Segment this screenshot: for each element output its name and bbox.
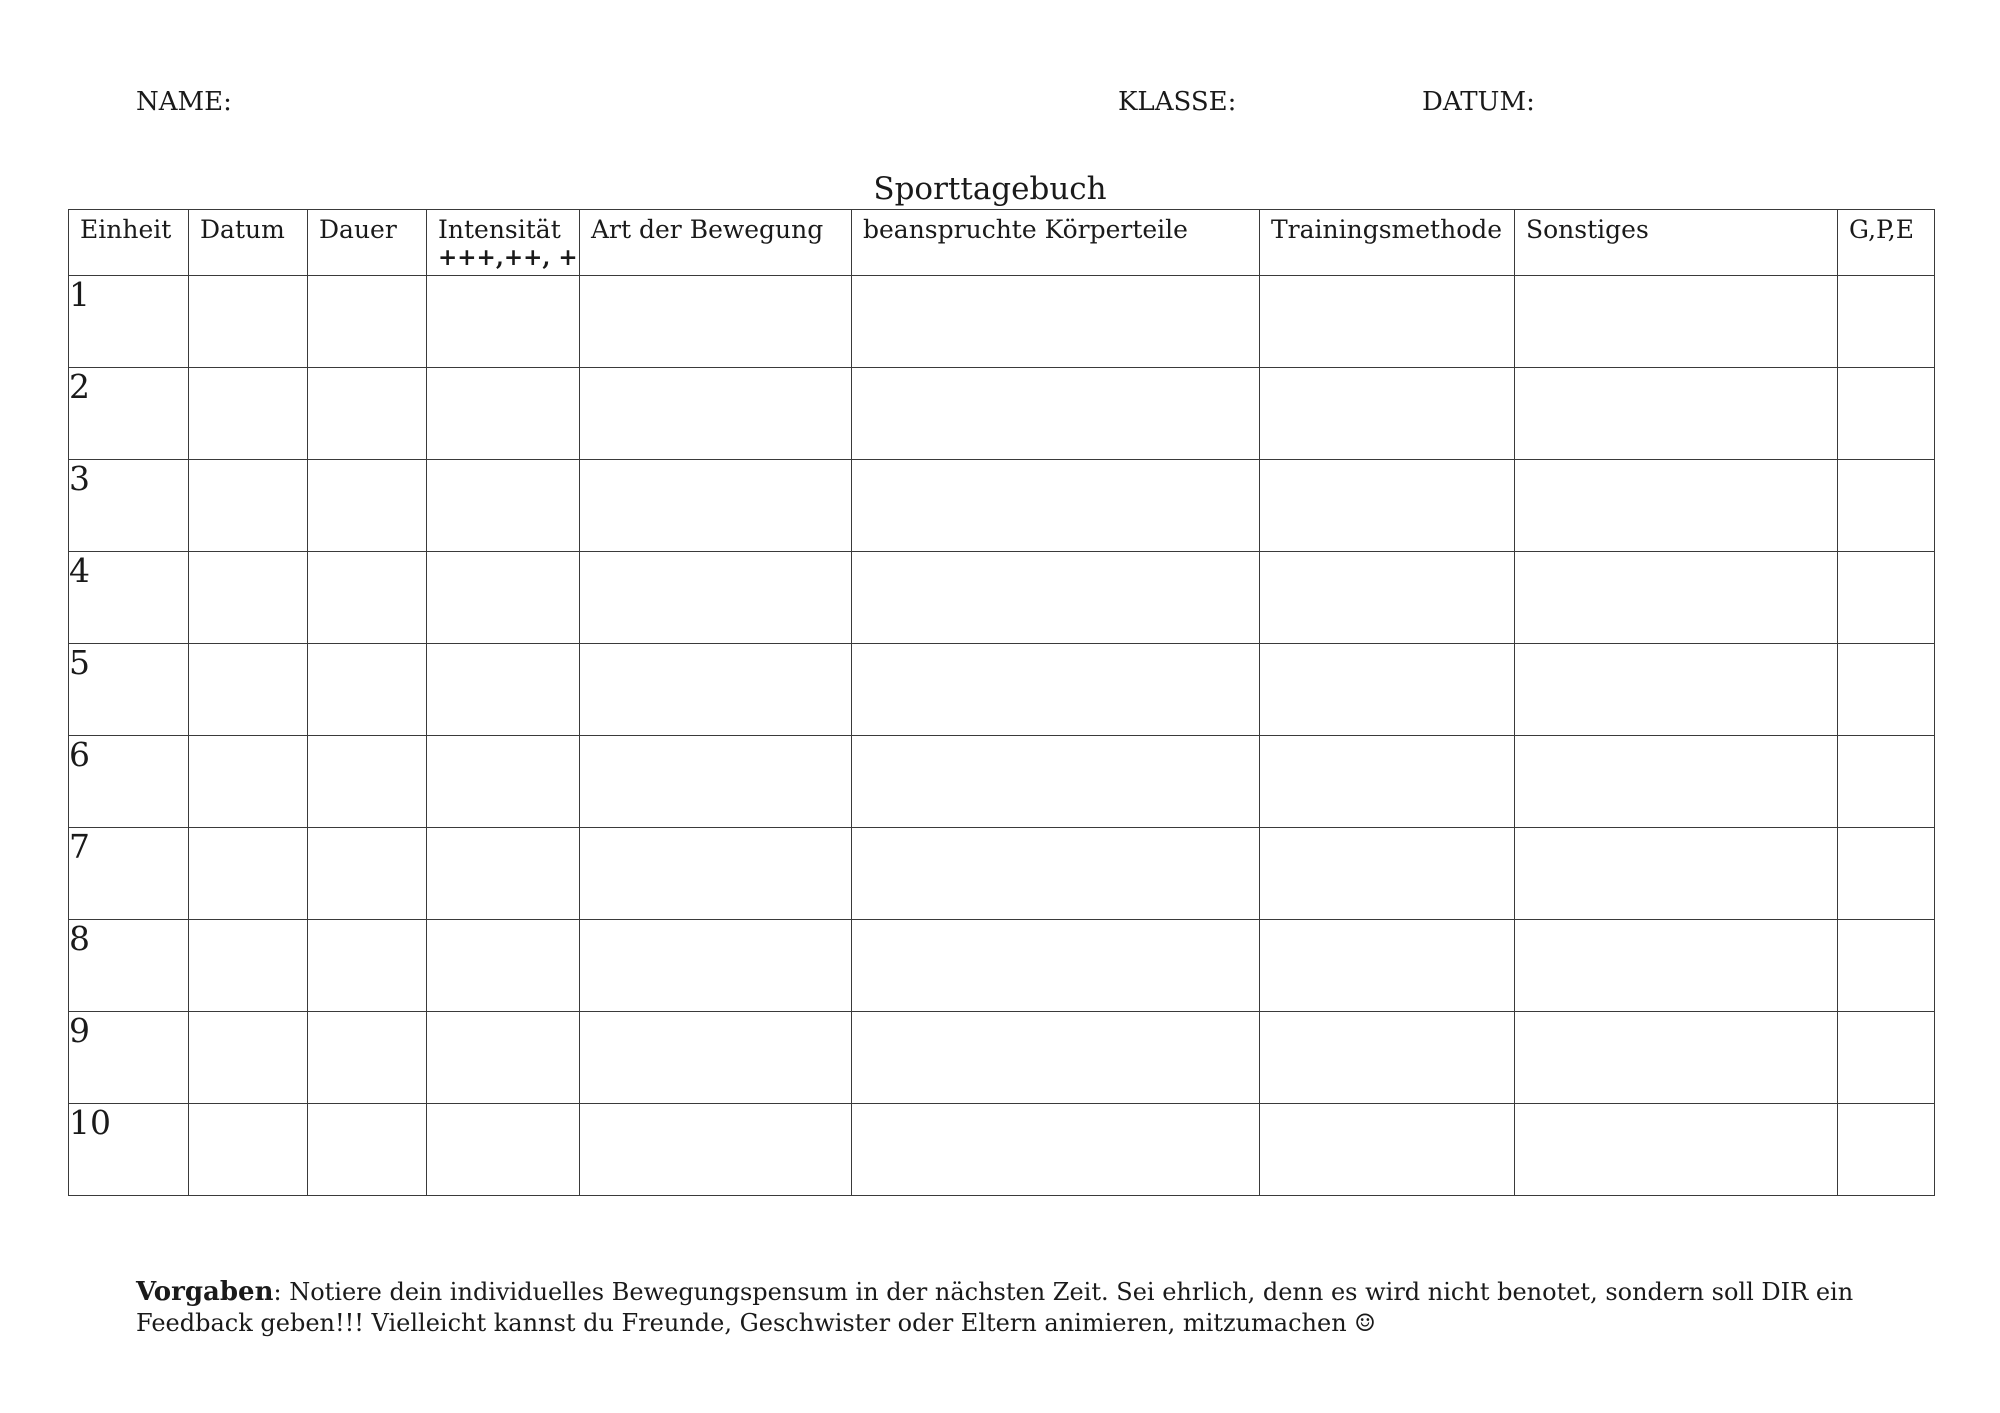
- entry-cell[interactable]: [1515, 368, 1838, 460]
- entry-cell[interactable]: [189, 1104, 308, 1196]
- column-header-label: Intensität: [438, 215, 561, 244]
- column-header-label: Trainingsmethode: [1271, 215, 1503, 244]
- table-header-row: [69, 210, 1935, 276]
- entry-cell[interactable]: [852, 828, 1260, 920]
- column-header-datum: [189, 210, 308, 276]
- entry-cell[interactable]: [852, 736, 1260, 828]
- entry-cell[interactable]: [308, 1012, 427, 1104]
- entry-cell[interactable]: [308, 460, 427, 552]
- column-header-label: Dauer: [319, 215, 397, 244]
- entry-cell[interactable]: [580, 828, 852, 920]
- entry-cell[interactable]: [189, 276, 308, 368]
- instructions-paragraph: [136, 1277, 1926, 1339]
- unit-number-cell: 9: [69, 1012, 189, 1104]
- table-row: [69, 368, 1935, 460]
- intensity-scale-hint: +++,++, +: [438, 244, 578, 271]
- column-header-label: Sonstiges: [1526, 215, 1649, 244]
- unit-number-cell: 3: [69, 460, 189, 552]
- entry-cell[interactable]: [1515, 552, 1838, 644]
- entry-cell[interactable]: [1260, 644, 1515, 736]
- entry-cell[interactable]: [308, 1104, 427, 1196]
- entry-cell[interactable]: [580, 460, 852, 552]
- entry-cell[interactable]: [427, 920, 580, 1012]
- unit-number-cell: 7: [69, 828, 189, 920]
- entry-cell[interactable]: [852, 1012, 1260, 1104]
- document-title: Sporttagebuch: [873, 171, 1107, 207]
- entry-cell[interactable]: [1838, 920, 1935, 1012]
- entry-cell[interactable]: [189, 828, 308, 920]
- sport-diary-table: [68, 209, 1935, 1196]
- column-header-art-der-bewegung: [580, 210, 852, 276]
- entry-cell[interactable]: [580, 276, 852, 368]
- column-header-sonstiges: [1515, 210, 1838, 276]
- name-label: NAME:: [136, 87, 232, 117]
- entry-cell[interactable]: [1838, 368, 1935, 460]
- entry-cell[interactable]: [1515, 1012, 1838, 1104]
- column-header-label: Einheit: [80, 215, 172, 244]
- entry-cell[interactable]: [1260, 276, 1515, 368]
- entry-cell[interactable]: [1515, 460, 1838, 552]
- entry-cell[interactable]: [852, 1104, 1260, 1196]
- entry-cell[interactable]: [852, 920, 1260, 1012]
- entry-cell[interactable]: [580, 552, 852, 644]
- entry-cell[interactable]: [1260, 368, 1515, 460]
- entry-cell[interactable]: [1838, 828, 1935, 920]
- entry-cell[interactable]: [189, 920, 308, 1012]
- entry-cell[interactable]: [852, 552, 1260, 644]
- column-header-label: Art der Bewegung: [591, 215, 824, 244]
- entry-cell[interactable]: [427, 460, 580, 552]
- entry-cell[interactable]: [189, 736, 308, 828]
- entry-cell[interactable]: [308, 736, 427, 828]
- column-header-koerperteile: [852, 210, 1260, 276]
- column-header-einheit: [69, 210, 189, 276]
- entry-cell[interactable]: [1260, 736, 1515, 828]
- entry-cell[interactable]: [427, 552, 580, 644]
- entry-cell[interactable]: [308, 828, 427, 920]
- entry-cell[interactable]: [189, 644, 308, 736]
- entry-cell[interactable]: [1838, 1012, 1935, 1104]
- entry-cell[interactable]: [1838, 1104, 1935, 1196]
- entry-cell[interactable]: [1838, 460, 1935, 552]
- instructions-text: : Notiere dein individuelles Bewegungspensum in der nächsten Zeit. Sei ehrlich, denn es wird nicht benotet, sondern soll DIR ein Feedback geben!!! Vielleicht kannst du Freunde, Geschwister oder Eltern animieren, mitzumachen ☺: [136, 1278, 1854, 1337]
- class-label: KLASSE:: [1118, 87, 1237, 117]
- table-row: [69, 1012, 1935, 1104]
- entry-cell[interactable]: [1515, 644, 1838, 736]
- column-header-label: beanspruchte Körperteile: [863, 215, 1188, 244]
- entry-cell[interactable]: [580, 1104, 852, 1196]
- entry-cell[interactable]: [1838, 736, 1935, 828]
- entry-cell[interactable]: [1260, 920, 1515, 1012]
- entry-cell[interactable]: [852, 644, 1260, 736]
- entry-cell[interactable]: [1260, 1104, 1515, 1196]
- entry-cell[interactable]: [427, 644, 580, 736]
- entry-cell[interactable]: [189, 552, 308, 644]
- entry-cell[interactable]: [1838, 276, 1935, 368]
- table-row: [69, 276, 1935, 368]
- entry-cell[interactable]: [852, 368, 1260, 460]
- unit-number-cell: 2: [69, 368, 189, 460]
- entry-cell[interactable]: [1515, 1104, 1838, 1196]
- entry-cell[interactable]: [1260, 828, 1515, 920]
- entry-cell[interactable]: [1838, 644, 1935, 736]
- unit-number-cell: 6: [69, 736, 189, 828]
- entry-cell[interactable]: [427, 276, 580, 368]
- entry-cell[interactable]: [189, 368, 308, 460]
- column-header-dauer: [308, 210, 427, 276]
- entry-cell[interactable]: [1515, 828, 1838, 920]
- entry-cell[interactable]: [1838, 552, 1935, 644]
- unit-number-cell: 10: [69, 1104, 189, 1196]
- entry-cell[interactable]: [1260, 1012, 1515, 1104]
- table-row: [69, 920, 1935, 1012]
- entry-cell[interactable]: [852, 460, 1260, 552]
- table-row: [69, 552, 1935, 644]
- entry-cell[interactable]: [308, 368, 427, 460]
- entry-cell[interactable]: [1515, 920, 1838, 1012]
- entry-cell[interactable]: [580, 736, 852, 828]
- entry-cell[interactable]: [1260, 552, 1515, 644]
- table-row: [69, 460, 1935, 552]
- column-header-label: Datum: [200, 215, 285, 244]
- entry-cell[interactable]: [189, 1012, 308, 1104]
- entry-cell[interactable]: [1515, 736, 1838, 828]
- entry-cell[interactable]: [580, 920, 852, 1012]
- date-label: DATUM:: [1422, 87, 1535, 117]
- column-header-gpe: [1838, 210, 1935, 276]
- column-header-trainingsmethode: [1260, 210, 1515, 276]
- entry-cell[interactable]: [308, 644, 427, 736]
- entry-cell[interactable]: [852, 276, 1260, 368]
- unit-number-cell: 4: [69, 552, 189, 644]
- entry-cell[interactable]: [189, 460, 308, 552]
- table-row: [69, 1104, 1935, 1196]
- entry-cell[interactable]: [580, 644, 852, 736]
- table-row: [69, 736, 1935, 828]
- entry-cell[interactable]: [427, 368, 580, 460]
- column-header-label: G,P,E: [1849, 215, 1914, 244]
- table-row: [69, 828, 1935, 920]
- entry-cell[interactable]: [427, 1012, 580, 1104]
- entry-cell[interactable]: [580, 368, 852, 460]
- entry-cell[interactable]: [308, 276, 427, 368]
- unit-number-cell: 5: [69, 644, 189, 736]
- unit-number-cell: 1: [69, 276, 189, 368]
- entry-cell[interactable]: [308, 552, 427, 644]
- table-row: [69, 644, 1935, 736]
- instructions-label: Vorgaben: [136, 1277, 274, 1307]
- entry-cell[interactable]: [580, 1012, 852, 1104]
- entry-cell[interactable]: [308, 920, 427, 1012]
- entry-cell[interactable]: [427, 828, 580, 920]
- entry-cell[interactable]: [1515, 276, 1838, 368]
- unit-number-cell: 8: [69, 920, 189, 1012]
- entry-cell[interactable]: [427, 736, 580, 828]
- entry-cell[interactable]: [427, 1104, 580, 1196]
- entry-cell[interactable]: [1260, 460, 1515, 552]
- column-header-intensitaet: [427, 210, 580, 276]
